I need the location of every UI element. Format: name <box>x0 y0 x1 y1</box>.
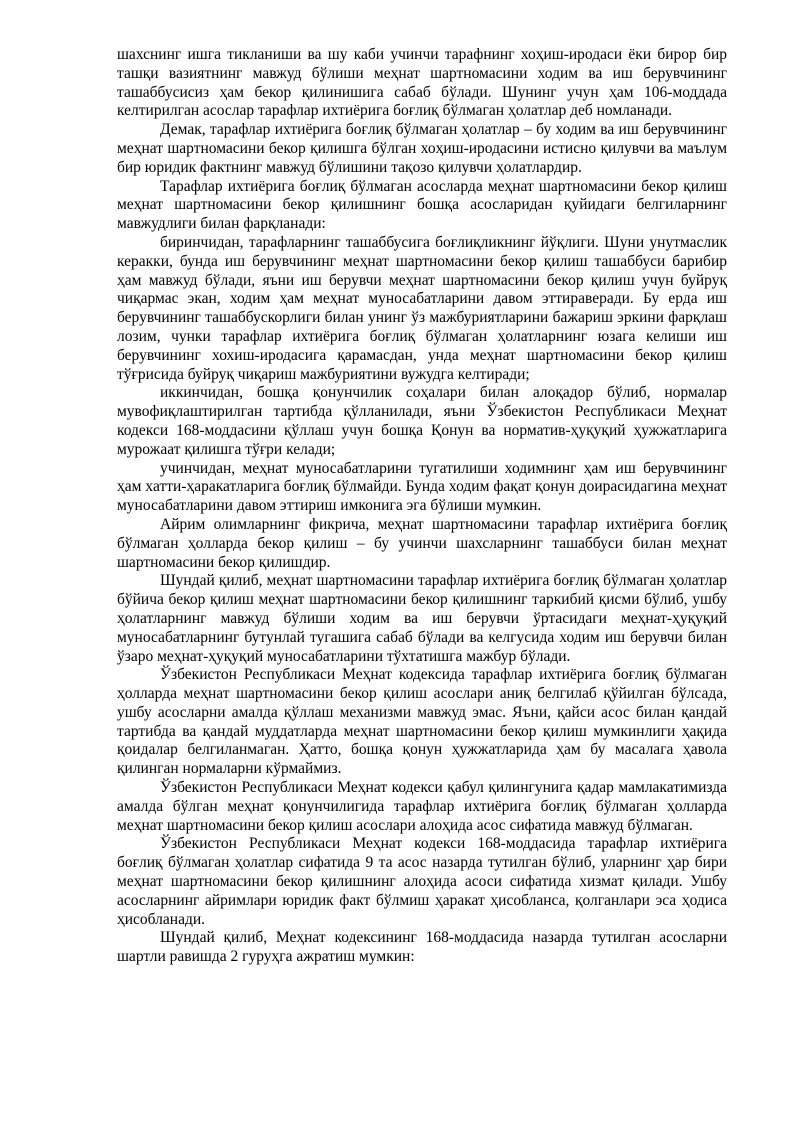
paragraph: Шундай қилиб, меҳнат шартномасини тарафлар ихтиёрига боғлиқ бўлмаган ҳолатлар бўйича бекор қилиш меҳнат шартномасини бекор қилишнинг таркибий қисми бўлиб, ушбу ҳолатларнинг мавжуд бўлиши ходим ва иш берувчи ўртасидаги меҳнат-ҳуқуқий муносабатларнинг бутунлай тугашига сабаб бўлади ва келгусида ходим иш берувчи билан ўзаро меҳнат-ҳуқуқий муносабатларини тўхтатишга мажбур бўлади. <box>117 572 727 665</box>
paragraph: Айрим олимларнинг фикрича, меҳнат шартномасини тарафлар ихтиёрига боғлиқ бўлмаган ҳолларда бекор қилиш – бу учинчи шахсларнинг ташаббуси билан меҳнат шартномасини бекор қилишдир. <box>117 515 727 571</box>
paragraph: биринчидан, тарафларнинг ташаббусига боғлиқликнинг йўқлиги. Шуни унутмаслик керакки, бунда иш берувчининг меҳнат шартномасини бекор қилиш ташаббуси барибир ҳам мавжуд бўлади, яъни иш берувчи меҳнат шартномасини бекор қилиш учун буйруқ чиқармас экан, ходим ҳам меҳнат муносабатларини давом эттираверади. Бу ерда иш берувчининг ташаббускорлиги билан унинг ўз мажбуриятларини бажариш эркини фарқлаш лозим, чунки тарафлар ихтиёрига боғлиқ бўлмаган ҳолатларнинг юзага келиши иш берувчининг хохиш-иродасига қарамасдан, унда меҳнат шартномасини бекор қилиш тўғрисида буйруқ чиқариш мажбуриятини вужудга келтиради; <box>117 233 727 383</box>
paragraph: Тарафлар ихтиёрига боғлиқ бўлмаган асосларда меҳнат шартномасини бекор қилиш меҳнат шартномасини бекор қилишнинг бошқа асосларидан қуйидаги белгиларнинг мавжудлиги билан фарқланади: <box>117 177 727 233</box>
paragraph: шахснинг ишга тикланиши ва шу каби учинчи тарафнинг хоҳиш-иродаси ёки бирор бир ташқи вазиятнинг мавжуд бўлиши меҳнат шартномасини ходим ва иш берувчининг ташаббусисиз ҳам бекор қилинишига сабаб бўлади. Шунинг учун ҳам 106-моддада келтирилган асослар тарафлар ихтиёрига боғлиқ бўлмаган ҳолатлар деб номланади. <box>117 46 727 120</box>
paragraph: Демак, тарафлар ихтиёрига боғлиқ бўлмаган ҳолатлар – бу ходим ва иш берувчининг меҳнат шартномасини бекор қилишга бўлган хоҳиш-иродасини истисно қилувчи ва маълум бир юридик фактнинг мавжуд бўлишини тақозо қилувчи ҳолатлардир. <box>117 121 727 176</box>
document-page <box>117 46 727 967</box>
paragraph: Ўзбекистон Республикаси Меҳнат кодекси қабул қилингунига қадар мамлакатимизда амалда бўлган меҳнат қонунчилигида тарафлар ихтиёрига боғлиқ бўлмаган ҳолларда меҳнат шартномасини бекор қилиш асослари алоҳида асос сифатида мавжуд бўлмаган. <box>117 779 727 834</box>
paragraph: Ўзбекистон Республикаси Меҳнат кодекси 168-моддасида тарафлар ихтиёрига боғлиқ бўлмаган ҳолатлар сифатида 9 та асос назарда тутилган бўлиб, уларнинг ҳар бири меҳнат шартномасини бекор қилишнинг алоҳида асоси сифатида хизмат қилади. Ушбу асосларнинг айримлари юридик факт бўлмиш ҳаракат ҳисобланса, қолганлари эса ҳодиса ҳисобланади. <box>117 835 727 928</box>
paragraph: учинчидан, меҳнат муносабатларини тугатилиши ходимнинг ҳам иш берувчининг ҳам хатти-ҳаракатларига боғлиқ бўлмайди. Бунда ходим фақат қонун доирасидагина меҳнат муносабатларини давом эттириш имконига эга бўлиши мумкин. <box>117 459 727 515</box>
paragraph: Шундай қилиб, Меҳнат кодексининг 168-моддасида назарда тутилган асосларни шартли равишда 2 гуруҳга ажратиш мумкин: <box>117 929 727 966</box>
paragraph: Ўзбекистон Республикаси Меҳнат кодексида тарафлар ихтиёрига боғлиқ бўлмаган ҳолларда меҳнат шартномасини бекор қилиш асослари аниқ белгилаб қўйилган бўлсада, ушбу асосларни амалда қўллаш механизми мавжуд эмас. Яъни, қайси асос билан қандай тартибда ва қандай муддатларда меҳнат шартномасини бекор қилиш мумкинлиги ҳақида қоидалар белгиланмаган. Ҳатто, бошқа қонун ҳужжатларида ҳам бу масалага ҳавола қилинган нормаларни кўрмаймиз. <box>117 666 727 778</box>
paragraph: иккинчидан, бошқа қонунчилик соҳалари билан алоқадор бўлиб, нормалар мувофиқлаштирилган тартибда қўлланилади, яъни Ўзбекистон Республикаси Меҳнат кодекси 168-моддасини қўллаш учун бошқа Қонун ва норматив-ҳуқуқий ҳужжатларига мурожаат қилишга тўғри келади; <box>117 384 727 458</box>
